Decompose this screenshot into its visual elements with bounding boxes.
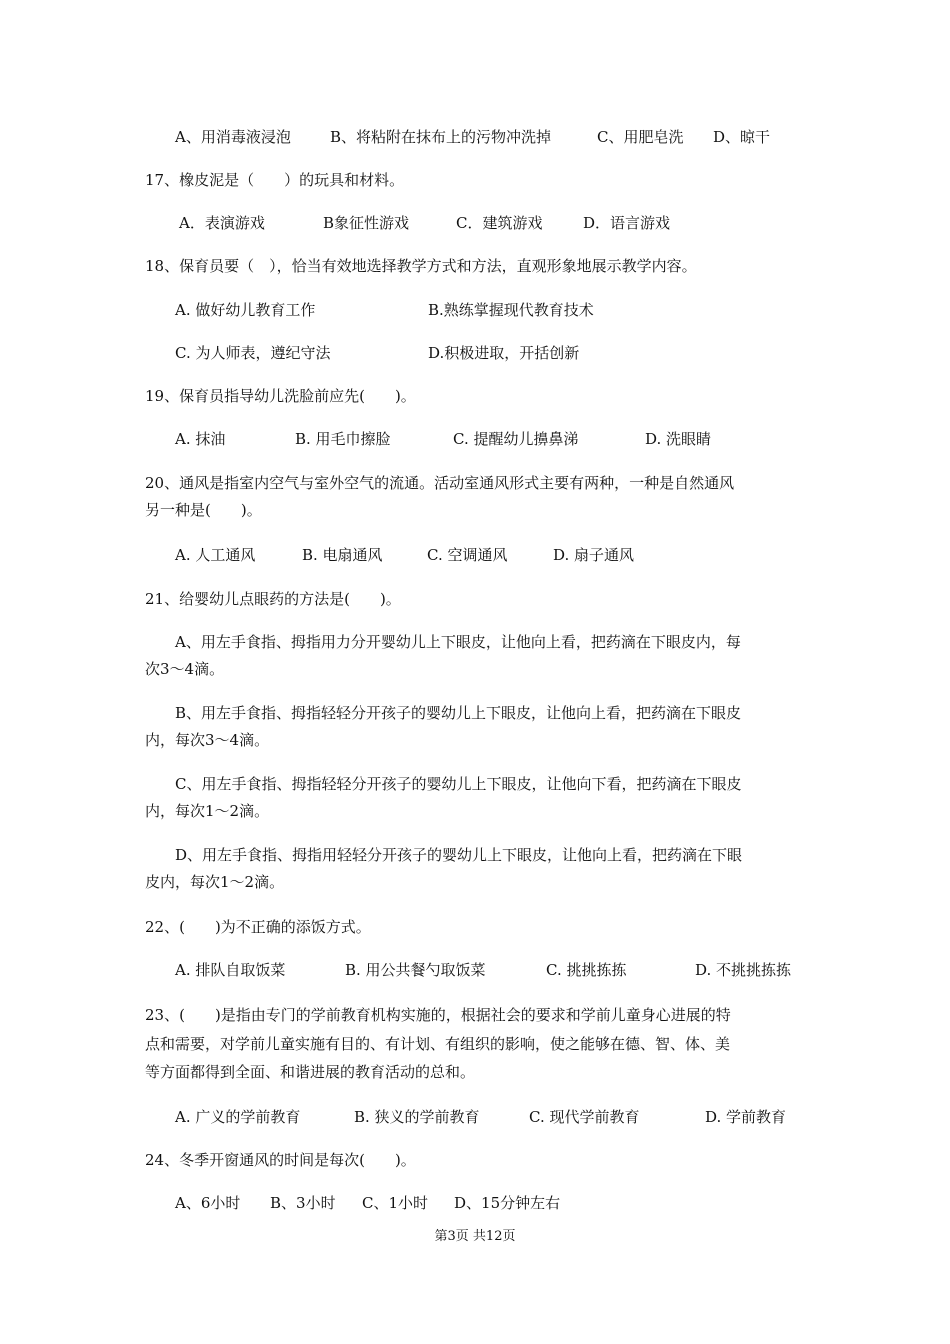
q23-option-b: B. 狭义的学前教育 <box>354 1108 480 1126</box>
q22-option-b: B. 用公共餐勺取饭菜 <box>345 961 486 979</box>
q21-option-b-line2: 内，每次3～4滴。 <box>145 731 270 749</box>
q16-option-c: C、用肥皂洗 <box>597 128 684 146</box>
q23-option-d: D. 学前教育 <box>705 1108 787 1126</box>
q23-stem-line1: 23、( )是指由专门的学前教育机构实施的，根据社会的要求和学前儿童身心进展的特 <box>145 1006 731 1024</box>
q17-stem: 17、橡皮泥是（ ）的玩具和材料。 <box>145 171 405 189</box>
q16-option-a: A、用消毒液浸泡 <box>175 128 291 146</box>
q21-option-d-line1: D、用左手食指、拇指用轻轻分开孩子的婴幼儿上下眼皮，让他向上看，把药滴在下眼 <box>175 846 743 864</box>
q22-option-c: C. 挑挑拣拣 <box>546 961 627 979</box>
q16-option-d: D、晾干 <box>713 128 771 146</box>
q19-option-d: D. 洗眼睛 <box>645 430 712 448</box>
q23-stem-line2: 点和需要，对学前儿童实施有目的、有计划、有组织的影响，使之能够在德、智、体、美 <box>145 1035 731 1053</box>
q23-stem-line3: 等方面都得到全面、和谐进展的教育活动的总和。 <box>145 1063 476 1081</box>
q23-option-c: C. 现代学前教育 <box>529 1108 640 1126</box>
q18-option-c: C. 为人师表，遵纪守法 <box>175 344 331 362</box>
q18-option-d: D.积极进取，开括创新 <box>428 344 580 362</box>
page-number-footer: 第3页 共12页 <box>434 1229 516 1244</box>
q18-option-a: A. 做好幼儿教育工作 <box>175 301 316 319</box>
q17-option-a: A．表演游戏 <box>179 214 265 232</box>
q22-stem: 22、( )为不正确的添饭方式。 <box>145 918 371 936</box>
q22-option-d: D. 不挑挑拣拣 <box>695 961 792 979</box>
q20-option-b: B. 电扇通风 <box>302 546 383 564</box>
q23-option-a: A. 广义的学前教育 <box>175 1108 301 1126</box>
q24-stem: 24、冬季开窗通风的时间是每次( )。 <box>145 1151 416 1169</box>
q22-option-a: A. 排队自取饭菜 <box>175 961 286 979</box>
q21-option-c-line1: C、用左手食指、拇指轻轻分开孩子的婴幼儿上下眼皮，让他向下看，把药滴在下眼皮 <box>175 775 742 793</box>
q19-option-a: A. 抹油 <box>175 430 226 448</box>
q20-stem-line2: 另一种是( )。 <box>145 501 262 519</box>
q21-option-b-line1: B、用左手食指、拇指轻轻分开孩子的婴幼儿上下眼皮，让他向上看，把药滴在下眼皮 <box>175 704 742 722</box>
q20-option-c: C. 空调通风 <box>427 546 508 564</box>
q18-option-b: B.熟练掌握现代教育技术 <box>428 301 594 319</box>
q19-stem: 19、保育员指导幼儿洗脸前应先( )。 <box>145 387 416 405</box>
q24-option-b: B、3小时 <box>270 1194 336 1212</box>
q24-option-d: D、15分钟左右 <box>454 1194 561 1212</box>
q21-stem: 21、给婴幼儿点眼药的方法是( )。 <box>145 590 401 608</box>
q20-option-a: A. 人工通风 <box>175 546 256 564</box>
q19-option-b: B. 用毛巾擦脸 <box>295 430 391 448</box>
q24-option-a: A、6小时 <box>175 1194 241 1212</box>
q16-option-b: B、将粘附在抹布上的污物冲洗掉 <box>330 128 552 146</box>
q21-option-d-line2: 皮内，每次1～2滴。 <box>145 873 285 891</box>
q20-stem-line1: 20、通风是指室内空气与室外空气的流通。活动室通风形式主要有两种，一种是自然通风 <box>145 474 735 492</box>
q21-option-a-line2: 次3～4滴。 <box>145 660 225 678</box>
q17-option-c: C．建筑游戏 <box>456 214 543 232</box>
q19-option-c: C. 提醒幼儿擤鼻涕 <box>453 430 579 448</box>
q21-option-a-line1: A、用左手食指、拇指用力分开婴幼儿上下眼皮，让他向上看，把药滴在下眼皮内，每 <box>175 633 741 651</box>
q17-option-d: D．语言游戏 <box>583 214 671 232</box>
q24-option-c: C、1小时 <box>362 1194 429 1212</box>
q18-stem: 18、保育员要（ ），恰当有效地选择教学方式和方法，直观形象地展示教学内容。 <box>145 257 697 275</box>
q20-option-d: D. 扇子通风 <box>553 546 635 564</box>
q17-option-b: B象征性游戏 <box>323 214 410 232</box>
q21-option-c-line2: 内，每次1～2滴。 <box>145 802 270 820</box>
